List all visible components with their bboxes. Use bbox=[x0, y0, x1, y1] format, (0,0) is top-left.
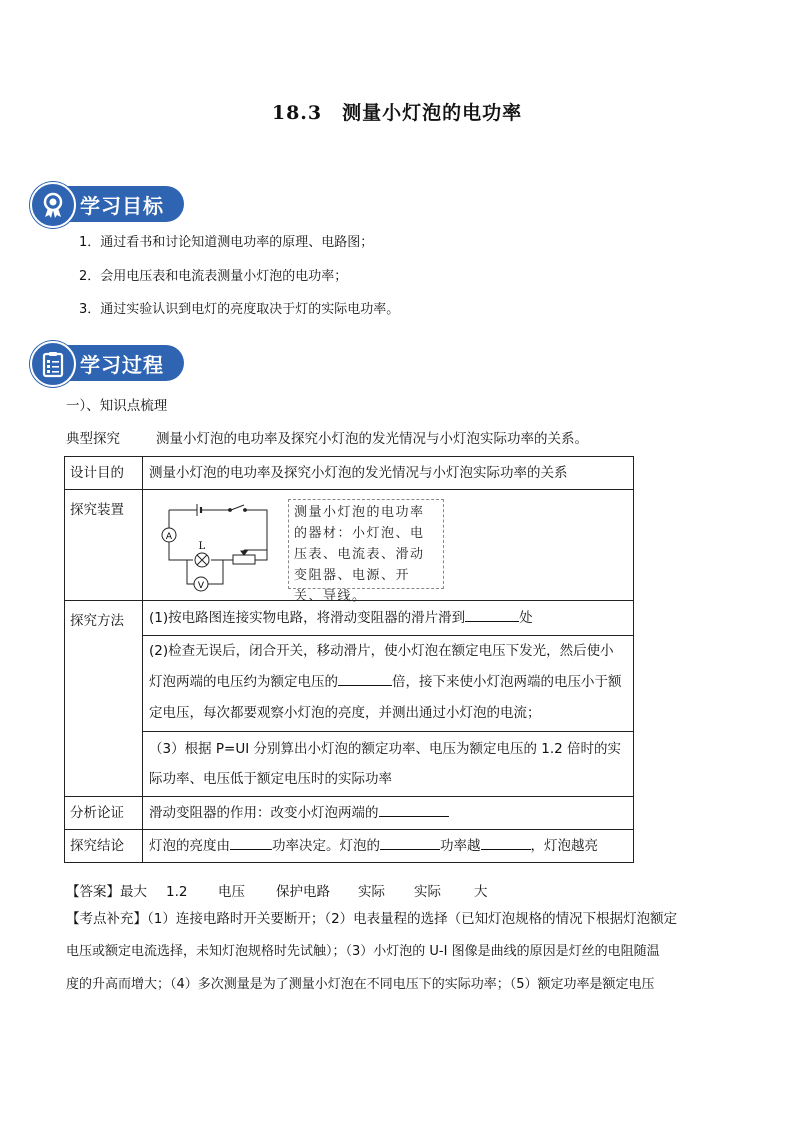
answer-item: 大 bbox=[474, 884, 488, 900]
analysis-value: 滑动变阻器的作用：改变小灯泡两端的 bbox=[143, 797, 634, 830]
row-key: 探究结论 bbox=[65, 830, 143, 863]
supplement-line: 【考点补充】（1）连接电路时开关要断开；（2）电表量程的选择（已知灯泡规格的情况下根据灯泡额定 bbox=[66, 911, 678, 927]
circuit-diagram bbox=[153, 498, 273, 596]
page-title: 18.3 测量小灯泡的电功率 bbox=[271, 102, 523, 124]
table-row bbox=[65, 457, 634, 490]
answer-label: 【答案】 bbox=[66, 884, 120, 900]
answer-item: 1.2 bbox=[166, 884, 188, 900]
banner-label: 学习目标 bbox=[80, 194, 164, 218]
fill-blank bbox=[465, 607, 519, 622]
row-key: 探究装置 bbox=[65, 490, 143, 601]
answer-item: 保护电路 bbox=[276, 884, 330, 900]
ammeter-label: A bbox=[165, 532, 173, 542]
row-key: 探究方法 bbox=[65, 601, 143, 797]
row-key: 设计目的 bbox=[65, 457, 143, 490]
fill-blank bbox=[380, 835, 440, 850]
banner-learning-process bbox=[30, 341, 186, 385]
answer-line bbox=[66, 880, 488, 900]
banner-learning-goals bbox=[30, 182, 186, 226]
equipment-note-box: 测量小灯泡的电功率的器材：小灯泡、电压表、电流表、滑动变阻器、电源、开关、导线。 bbox=[288, 499, 444, 589]
supplement-line: 度的升高而增大；（4）多次测量是为了测量小灯泡在不同电压下的实际功率；（5）额定功率是额定电压 bbox=[66, 977, 655, 992]
method-step-1: (1)按电路图连接实物电路，将滑动变阻器的滑片滑到 处 bbox=[143, 601, 634, 636]
method-step-2: (2)检查无误后，闭合开关，移动滑片，使小灯泡在额定电压下发光，然后使小灯泡两端的电压约为额定电压的 倍，接下来使小灯泡两端的电压小于额定电压，每次都要观察小灯泡的亮度，并测出通过小灯泡的电流； bbox=[143, 636, 634, 732]
conclusion-value: 灯泡的亮度由 功率决定。灯泡的 功率越 ，灯泡越亮 bbox=[143, 830, 634, 863]
clipboard-checklist-icon bbox=[30, 341, 76, 387]
goal-item: 3．通过实验认识到电灯的亮度取决于灯的实际电功率。 bbox=[79, 302, 400, 317]
table-row bbox=[65, 636, 634, 732]
supplement-line: 电压或额定电流选择，未知灯泡规格时先试触）；（3）小灯泡的 U-I 图像是曲线的原因是灯丝的电阻随温 bbox=[66, 944, 660, 959]
typical-text: 测量小灯泡的电功率及探究小灯泡的发光情况与小灯泡实际功率的关系。 bbox=[156, 431, 588, 447]
table-row bbox=[65, 830, 634, 863]
banner-label: 学习过程 bbox=[80, 353, 164, 377]
table-row bbox=[65, 797, 634, 830]
fill-blank bbox=[338, 671, 392, 686]
goal-item: 1．通过看书和讨论知道测电功率的原理、电路图； bbox=[79, 235, 374, 250]
typical-label: 典型探究 bbox=[66, 431, 120, 447]
fill-blank bbox=[230, 835, 272, 850]
fill-blank bbox=[379, 802, 449, 817]
row-value: 测量小灯泡的电功率及探究小灯泡的发光情况与小灯泡实际功率的关系 bbox=[143, 457, 634, 490]
award-medal-icon bbox=[30, 182, 76, 228]
section-heading: 一）、知识点梳理 bbox=[66, 398, 168, 414]
table-row bbox=[65, 732, 634, 797]
answer-item: 实际 bbox=[414, 884, 441, 900]
answer-item: 实际 bbox=[358, 884, 385, 900]
row-key: 分析论证 bbox=[65, 797, 143, 830]
answer-item: 电压 bbox=[218, 884, 245, 900]
answer-item: 最大 bbox=[120, 884, 147, 900]
fill-blank bbox=[481, 835, 531, 850]
voltmeter-label: V bbox=[197, 581, 205, 591]
method-step-3: （3）根据 P=UI 分别算出小灯泡的额定功率、电压为额定电压的 1.2 倍时的实际功率、电压低于额定电压时的实际功率 bbox=[143, 732, 634, 797]
goal-item: 2．会用电压表和电流表测量小灯泡的电功率； bbox=[79, 269, 348, 284]
lamp-label: L bbox=[198, 541, 206, 552]
supplement-label: 【考点补充】 bbox=[66, 911, 147, 927]
